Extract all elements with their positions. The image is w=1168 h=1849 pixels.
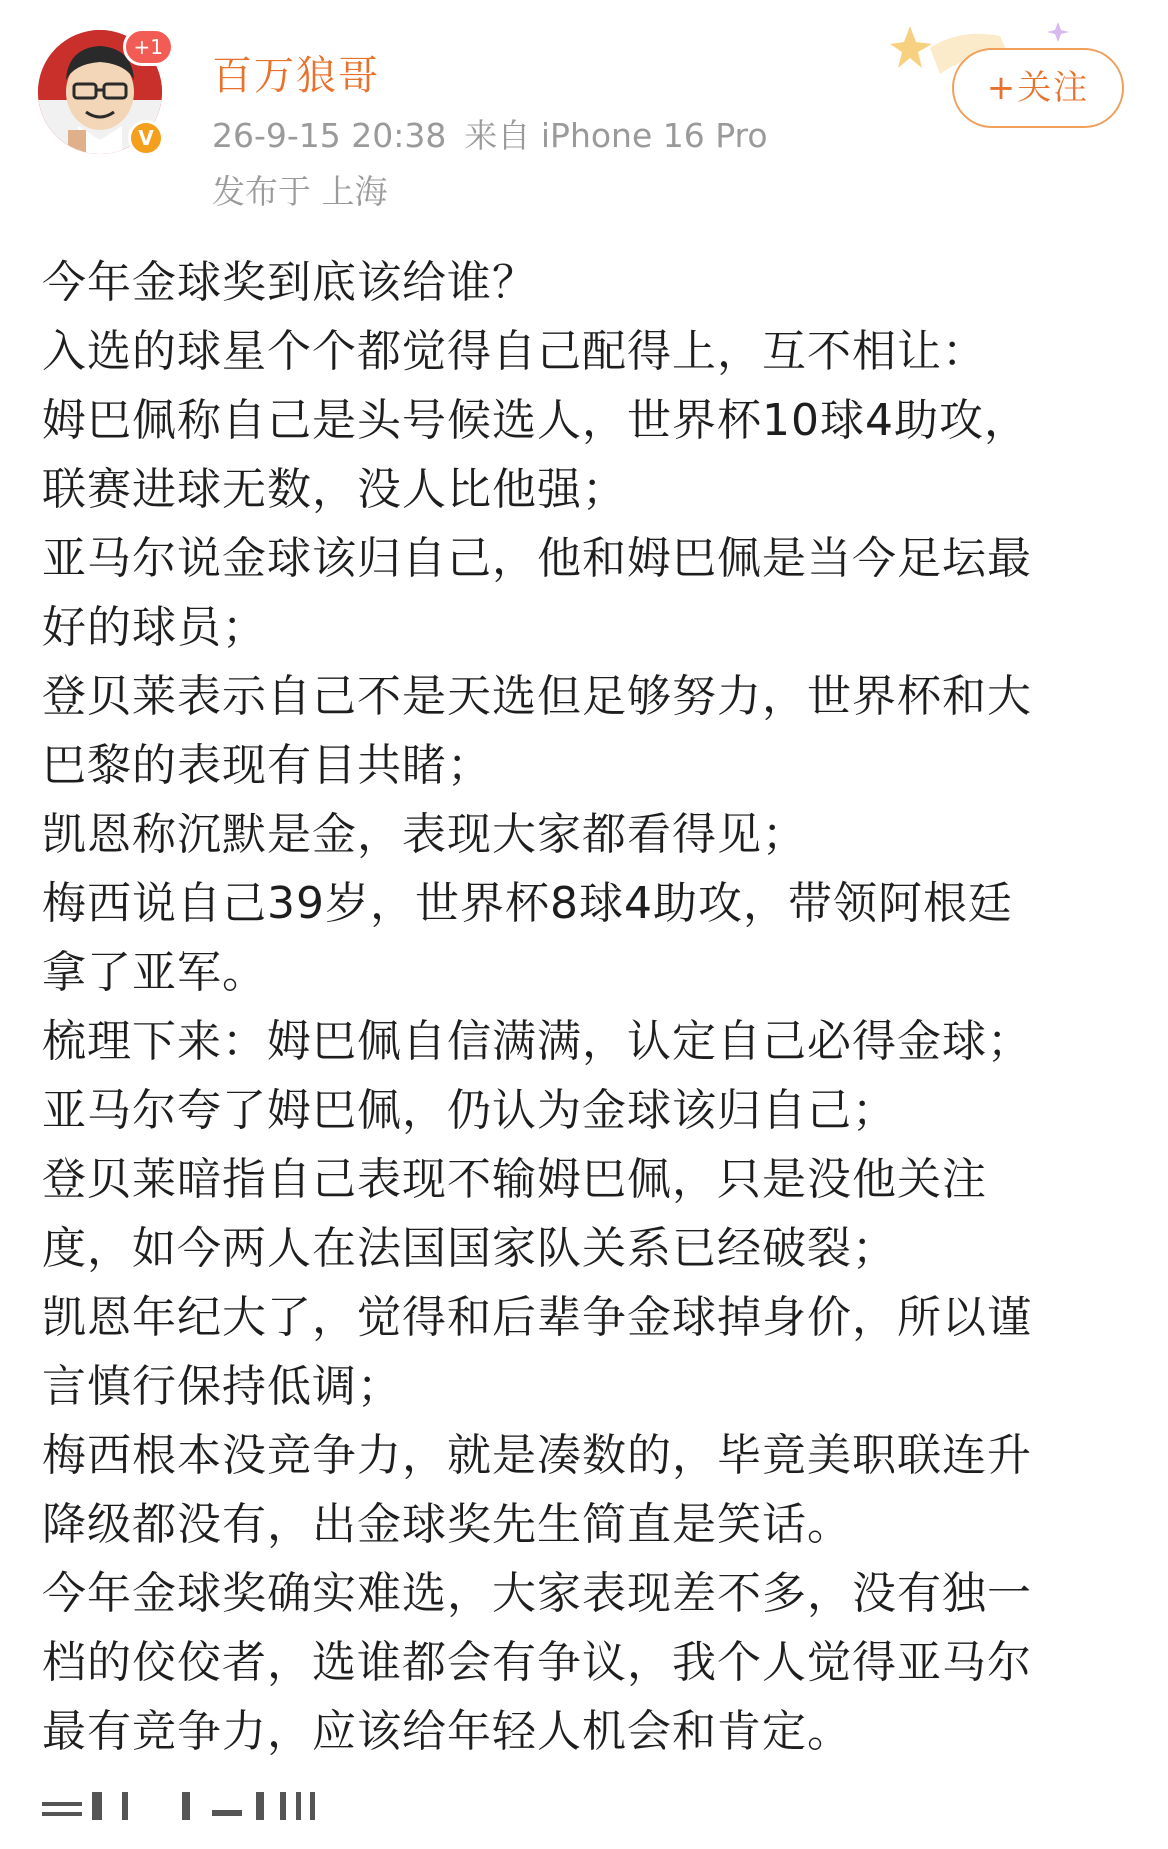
- post-line: 今年金球奖确实难选，大家表现差不多，没有独一: [42, 1568, 1032, 1619]
- username[interactable]: 百万狼哥: [212, 53, 380, 99]
- post-line: 今年金球奖到底该给谁？: [42, 257, 537, 308]
- follow-button[interactable]: +关注: [952, 48, 1124, 128]
- post-line: 登贝莱暗指自己表现不输姆巴佩，只是没他关注: [42, 1154, 987, 1205]
- avatar[interactable]: [38, 30, 166, 158]
- post-line: 档的佼佼者，选谁都会有争议，我个人觉得亚马尔: [42, 1637, 1032, 1688]
- verified-badge-icon: V: [128, 120, 164, 156]
- post-line: 亚马尔夸了姆巴佩，仍认为金球该归自己；: [42, 1085, 897, 1136]
- post-line: 入选的球星个个都觉得自己配得上，互不相让：: [42, 326, 987, 377]
- notification-badge: +1: [123, 28, 174, 66]
- post-line: 梅西说自己39岁，世界杯8球4助攻，带领阿根廷: [42, 878, 1013, 929]
- post-line: 亚马尔说金球该归自己，他和姆巴佩是当今足坛最: [42, 533, 1032, 584]
- post-content: [42, 248, 1132, 1766]
- post-line: 姆巴佩称自己是头号候选人，世界杯10球4助攻，: [42, 395, 1029, 446]
- post-line: 言慎行保持低调；: [42, 1361, 402, 1412]
- post-line: 好的球员；: [42, 602, 267, 653]
- post-meta: [212, 110, 768, 157]
- post-line: 登贝莱表示自己不是天选但足够努力，世界杯和大: [42, 671, 1032, 722]
- post-line: 凯恩年纪大了，觉得和后辈争金球掉身价，所以谨: [42, 1292, 1032, 1343]
- post-line: 凯恩称沉默是金，表现大家都看得见；: [42, 809, 807, 860]
- post-line: 联赛进球无数，没人比他强；: [42, 464, 627, 515]
- post-timestamp: 26-9-15 20:38: [212, 116, 447, 155]
- post-line: 最有竞争力，应该给年轻人机会和肯定。: [42, 1706, 852, 1757]
- post-line: 拿了亚军。: [42, 947, 267, 998]
- cutoff-text-fragment: [42, 1792, 382, 1820]
- post-line: 度，如今两人在法国国家队关系已经破裂；: [42, 1223, 897, 1274]
- post-location: 发布于 上海: [212, 172, 388, 211]
- post-source: 来自 iPhone 16 Pro: [464, 116, 768, 155]
- post-line: 降级都没有，出金球奖先生简直是笑话。: [42, 1499, 852, 1550]
- post-line: 梳理下来：姆巴佩自信满满，认定自己必得金球；: [42, 1016, 1032, 1067]
- post-line: 梅西根本没竞争力，就是凑数的，毕竟美职联连升: [42, 1430, 1032, 1481]
- post-line: 巴黎的表现有目共睹；: [42, 740, 492, 791]
